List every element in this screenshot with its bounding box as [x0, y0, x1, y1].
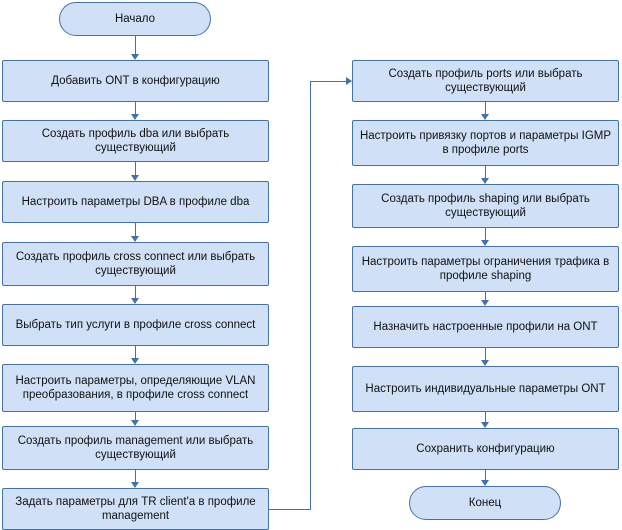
- arrow-ont-individual-to-save-config: [481, 422, 489, 428]
- node-label: Настроить индивидуальные параметры ONT: [365, 383, 606, 395]
- connector-profile-management-to-tr-client-params: [135, 470, 136, 482]
- connector-cross-horizontal-bottom: [269, 509, 311, 510]
- node-dba-params: [2, 181, 269, 223]
- arrow-assign-profiles-to-ont-individual: [481, 360, 489, 366]
- arrow-ports-igmp-to-profile-shaping: [481, 178, 489, 184]
- node-start: [59, 2, 211, 36]
- node-label: Настроить параметры, определяющие VLAN преобразования, в профиле cross connect: [15, 375, 256, 401]
- arrow-save-config-to-end: [481, 480, 489, 486]
- node-label: Создать профиль ports или выбрать существующий: [388, 68, 583, 94]
- arrow-dba-params-to-profile-cross-connect: [131, 236, 139, 242]
- node-shaping-params: [352, 246, 619, 292]
- connector-cross-vertical: [310, 81, 311, 509]
- arrow-profile-ports-to-ports-igmp: [481, 114, 489, 120]
- node-label: Начало: [114, 13, 156, 25]
- connector-profile-shaping-to-shaping-params: [485, 228, 486, 240]
- arrow-shaping-params-to-assign-profiles: [481, 300, 489, 306]
- node-label: Настроить параметры DBA в профиле dba: [21, 196, 250, 208]
- connector-dba-params-to-profile-cross-connect: [135, 223, 136, 236]
- node-profile-cross-connect: [2, 242, 269, 286]
- arrow-vlan-params-to-profile-management: [131, 420, 139, 426]
- connector-ont-individual-to-save-config: [485, 412, 486, 422]
- connector-save-config-to-end: [485, 470, 486, 480]
- connector-assign-profiles-to-ont-individual: [485, 348, 486, 360]
- arrow-profile-dba-to-dba-params: [131, 175, 139, 181]
- node-label: Создать профиль dba или выбрать существующий: [41, 128, 230, 154]
- node-ont-individual: [352, 366, 619, 412]
- node-add-ont: [2, 60, 269, 102]
- connector-service-type-to-vlan-params: [135, 346, 136, 358]
- connector-shaping-params-to-assign-profiles: [485, 292, 486, 300]
- node-label: Создать профиль cross connect или выбрать существующий: [15, 251, 256, 277]
- connector-profile-cross-connect-to-service-type: [135, 286, 136, 298]
- node-vlan-params: [2, 364, 269, 412]
- node-service-type: [2, 304, 269, 346]
- connector-profile-dba-to-dba-params: [135, 162, 136, 175]
- arrow-service-type-to-vlan-params: [131, 358, 139, 364]
- arrow-add-ont-to-profile-dba: [131, 114, 139, 120]
- node-profile-shaping: [352, 184, 619, 228]
- connector-cross-horizontal-top: [310, 81, 346, 82]
- node-label: Сохранить конфигурацию: [416, 443, 555, 455]
- arrow-cross-to-profile-ports: [346, 77, 352, 85]
- node-label: Создать профиль management или выбрать существующий: [17, 435, 254, 461]
- node-save-config: [352, 428, 619, 470]
- node-profile-ports: [352, 60, 619, 102]
- connector-add-ont-to-profile-dba: [135, 102, 136, 114]
- connector-start-to-add-ont: [135, 36, 136, 54]
- connector-ports-igmp-to-profile-shaping: [485, 166, 486, 178]
- node-ports-igmp: [352, 120, 619, 166]
- node-label: Настроить привязку портов и параметры IGMP в профиле ports: [359, 130, 612, 156]
- node-label: Создать профиль shaping или выбрать существующий: [381, 193, 590, 219]
- node-label: Задать параметры для TR client'a в профиле management: [15, 496, 256, 522]
- node-end: [409, 486, 561, 520]
- node-label: Настроить параметры ограничения трафика в профиле shaping: [361, 256, 610, 282]
- connector-profile-ports-to-ports-igmp: [485, 102, 486, 114]
- node-label: Назначить настроенные профили на ONT: [373, 321, 598, 333]
- node-label: Выбрать тип услуги в профиле cross connect: [15, 319, 256, 331]
- node-profile-management: [2, 426, 269, 470]
- arrow-profile-management-to-tr-client-params: [131, 482, 139, 488]
- node-label: Добавить ONT в конфигурацию: [51, 75, 220, 87]
- node-assign-profiles: [352, 306, 619, 348]
- arrow-start-to-add-ont: [131, 54, 139, 60]
- arrow-profile-shaping-to-shaping-params: [481, 240, 489, 246]
- node-label: Конец: [468, 497, 502, 509]
- node-profile-dba: [2, 120, 269, 162]
- connector-vlan-params-to-profile-management: [135, 412, 136, 420]
- arrow-profile-cross-connect-to-service-type: [131, 298, 139, 304]
- node-tr-client-params: [2, 488, 269, 530]
